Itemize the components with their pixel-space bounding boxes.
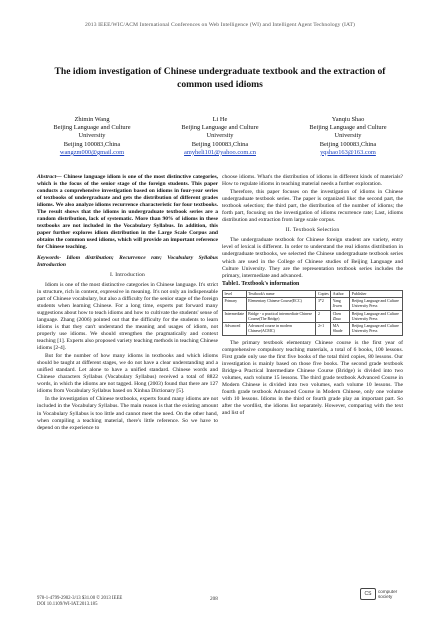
author-affiliation: Beijing Language and Culture bbox=[309, 124, 387, 132]
table-row bbox=[223, 323, 403, 335]
abstract bbox=[37, 174, 218, 252]
logo-text-line: society bbox=[378, 594, 393, 599]
footer-doi: DOI 10.1109/WI-IAT.2013.185 bbox=[37, 602, 98, 607]
table-cell: Chen Zhuo bbox=[331, 310, 350, 322]
table-cell: Advanced course in modern Chinese(ACMC) bbox=[246, 323, 316, 335]
table-header-row bbox=[223, 290, 403, 298]
abstract-label: Abstract— bbox=[37, 174, 62, 180]
author-affiliation: Beijing Language and Culture bbox=[53, 124, 131, 132]
computer-society-logo bbox=[360, 588, 397, 600]
author-affiliation: University bbox=[78, 132, 106, 140]
table-caption: Table1. Textbook's information bbox=[222, 280, 300, 287]
author-2 bbox=[156, 116, 284, 157]
table-header-cell: Publisher bbox=[350, 290, 403, 298]
logo-text bbox=[378, 589, 397, 599]
keywords: Keywords- Idiom distribution; Recurrence rate; Vocabulary Syllabus Introduction bbox=[37, 254, 218, 268]
paper-title bbox=[30, 66, 410, 91]
table-cell: Intermediate bbox=[223, 310, 247, 322]
author-email-link[interactable]: amyheli101@yahoo.com.cn bbox=[184, 148, 256, 156]
table-cell: Primary bbox=[223, 298, 247, 310]
author-city: Beijing 100083,China bbox=[63, 140, 121, 148]
author-1 bbox=[28, 116, 156, 157]
table-cell: Elementary Chinese Course(ECC) bbox=[246, 298, 316, 310]
left-column bbox=[37, 174, 218, 433]
author-city: Beijing 100083,China bbox=[319, 140, 377, 148]
table-row bbox=[223, 298, 403, 310]
section-heading-textbook-selection: II. Textbook Selection bbox=[285, 227, 340, 234]
table-cell: Bridge - a practical intermediate Chinese Course(The Bridge) bbox=[246, 310, 316, 322]
table-cell: 3*2 bbox=[316, 298, 331, 310]
abstract-body: Chinese language idiom is one of the most distinctive categories, which is the focus of the senior stage of the foreign students. This paper conducts a comprehensive investigation based on idioms in four-year series of textbooks of undergraduate and gets the distribution of different grades idioms. We also analyze idioms recurrence characteristic for four textbooks. The result shows that the idioms in undergraduate textbook series are a random distribution, lack of systematic. More than 90% of idioms in these textbooks are not included in the Vocabulary Syllabus. In addition, this paper further explores idiom distribution in the Large Scale Corpus and obtains the common used idioms, which will provide an important reference for Chinese teaching. bbox=[37, 174, 218, 251]
table-row bbox=[223, 310, 403, 322]
logo-mark-icon: CS bbox=[360, 588, 376, 600]
footer-copyright bbox=[37, 596, 122, 608]
table-header-cell: Textbook's name bbox=[246, 290, 316, 298]
right-column bbox=[222, 174, 403, 418]
logo-text-line: computer bbox=[378, 589, 398, 594]
table-header-cell: level bbox=[223, 290, 247, 298]
body-paragraph: But for the number of how many idioms in textbooks and which idioms should be taught at different stages, we do not have a clear understanding and a unified standard. Let alone to have a unified standard. Chinese words and Chinese characters Syllabus (Vocabulary Syllabus) received a total of 8822 words, in which the idioms are not tagged. Hong (2003) found that there are 127 idioms from Vocabulary Syllabus based on Xinhua Dictionary [5]. bbox=[37, 353, 218, 395]
table-cell: 2 bbox=[316, 310, 331, 322]
author-block bbox=[28, 116, 412, 157]
table-cell: Yang Jiwen bbox=[331, 298, 350, 310]
body-paragraph: Therefore, this paper focuses on the investigation of idioms in Chinese undergraduate textbook series. The paper is organized like: the second part, the textbook selection; the third part, the distribution of the number of idioms; the forth part, focusing on the investigation of idioms recurrence rate; Last, idioms distribution and extraction from large scale corpus. bbox=[222, 189, 403, 224]
author-email-link[interactable]: wangzm000@gmail.com bbox=[59, 148, 125, 156]
table-cell: MA Shude bbox=[331, 323, 350, 335]
author-city: Beijing 100083,China bbox=[191, 140, 249, 148]
table-cell: 2+1 bbox=[316, 323, 331, 335]
author-3 bbox=[284, 116, 412, 157]
table-cell: Beijing Language and Culture University Press bbox=[350, 323, 403, 335]
author-email-link[interactable]: yqshao163@163.com bbox=[320, 148, 376, 156]
body-paragraph: The undergraduate textbook for Chinese foreign student are variety, entry level of lexical is different. In order to understand the real idioms distribution in undergraduate textbooks, we selected the Chinese undergraduate textbook series which are used in the College of Chinese studies of Beijing Language and Culture University. They are the representation textbook series includes the primary, intermediate and advanced. bbox=[222, 237, 403, 279]
title-line-2: common used idioms bbox=[177, 78, 263, 90]
table-cell: Advanced bbox=[223, 323, 247, 335]
author-affiliation: Beijing Language and Culture bbox=[181, 124, 259, 132]
section-heading-introduction: I. Introduction bbox=[109, 271, 146, 278]
author-name: Yanqiu Shao bbox=[331, 116, 365, 123]
author-affiliation: University bbox=[334, 132, 362, 140]
body-paragraph: In the investigation of Chinese textbooks, experts found many idioms are not included in the Vocabulary Syllabus. The main reason is that the existing amount in Vocabulary Syllabus is too little and cannot meet the need. On the other hand, when compiling a teaching material, there's little reference. So we have to depend on the experience to bbox=[37, 396, 218, 431]
body-paragraph: Idiom is one of the most distinctive categories in Chinese language. It's strict in structure, rich in content, expressive in meaning. It's not only an indispensable part of Chinese vocabulary, but also a difficulty for the senior stage of the foreign students when learning Chinese. For a long time, experts put forward many suggestions about how to teach idioms and how to cultivate the students' sense of language. Zhang (2006) pointed out that the difficulty for the students to learn idioms is that they can't understand the meaning and usages of idiom, not properly use idioms. We should strengthen the pragmatically and context teaching [1]. Experts also proposed variety teaching methods in teaching Chinese idioms [2-4]. bbox=[37, 281, 218, 352]
conference-header: 2013 IEEE/WIC/ACM International Conferences on Web Intelligence (WI) and Intelligent Agent Technology (IAT) bbox=[85, 22, 355, 28]
body-paragraph: The primary textbook elementary Chinese course is the first year of comprehensive compulsory teaching materials, a total of 6 books, 100 lessons. First grade only use the first five books of the total third copies, 80 lessons. Our investigation is mainly based on those five books. The second grade textbook Bridge-a Practical Intermediate Chinese Course (Bridge) is divided into two volumes, each volume 15 lessons. The third grade textbook Advanced Course in Modern Chinese is divided into two volumes, each volume 10 lessons. The fourth grade textbook Advanced Course in Modern Chinese, only one volume with 10 lessons. Idioms in the third or fourth grade play an important part. So after the wordlist, the idioms list separately. However, comparing with the text and list of bbox=[222, 339, 403, 417]
author-affiliation: University bbox=[206, 132, 234, 140]
footer-isbn: 978-1-4799-2902-3/13 $31.00 © 2013 IEEE bbox=[37, 596, 123, 601]
table-header-cell: Author bbox=[331, 290, 350, 298]
page-number: 208 bbox=[210, 596, 218, 602]
author-name: Li He bbox=[212, 116, 228, 123]
textbook-info-table bbox=[222, 290, 403, 336]
title-line-1: The idiom investigation of Chinese undergraduate textbook and the extraction of bbox=[54, 66, 386, 77]
author-name: Zhimin Wang bbox=[74, 116, 110, 123]
table-header-cell: Copies bbox=[316, 290, 331, 298]
table-cell: Beijing Language and Culture University Press bbox=[350, 298, 403, 310]
body-paragraph: choose idioms. What's the distribution of idioms in different kinds of materials? How to regulate idioms in teaching material needs a further exploration. bbox=[222, 174, 403, 188]
table-cell: Beijing Language and Culture University Press bbox=[350, 310, 403, 322]
